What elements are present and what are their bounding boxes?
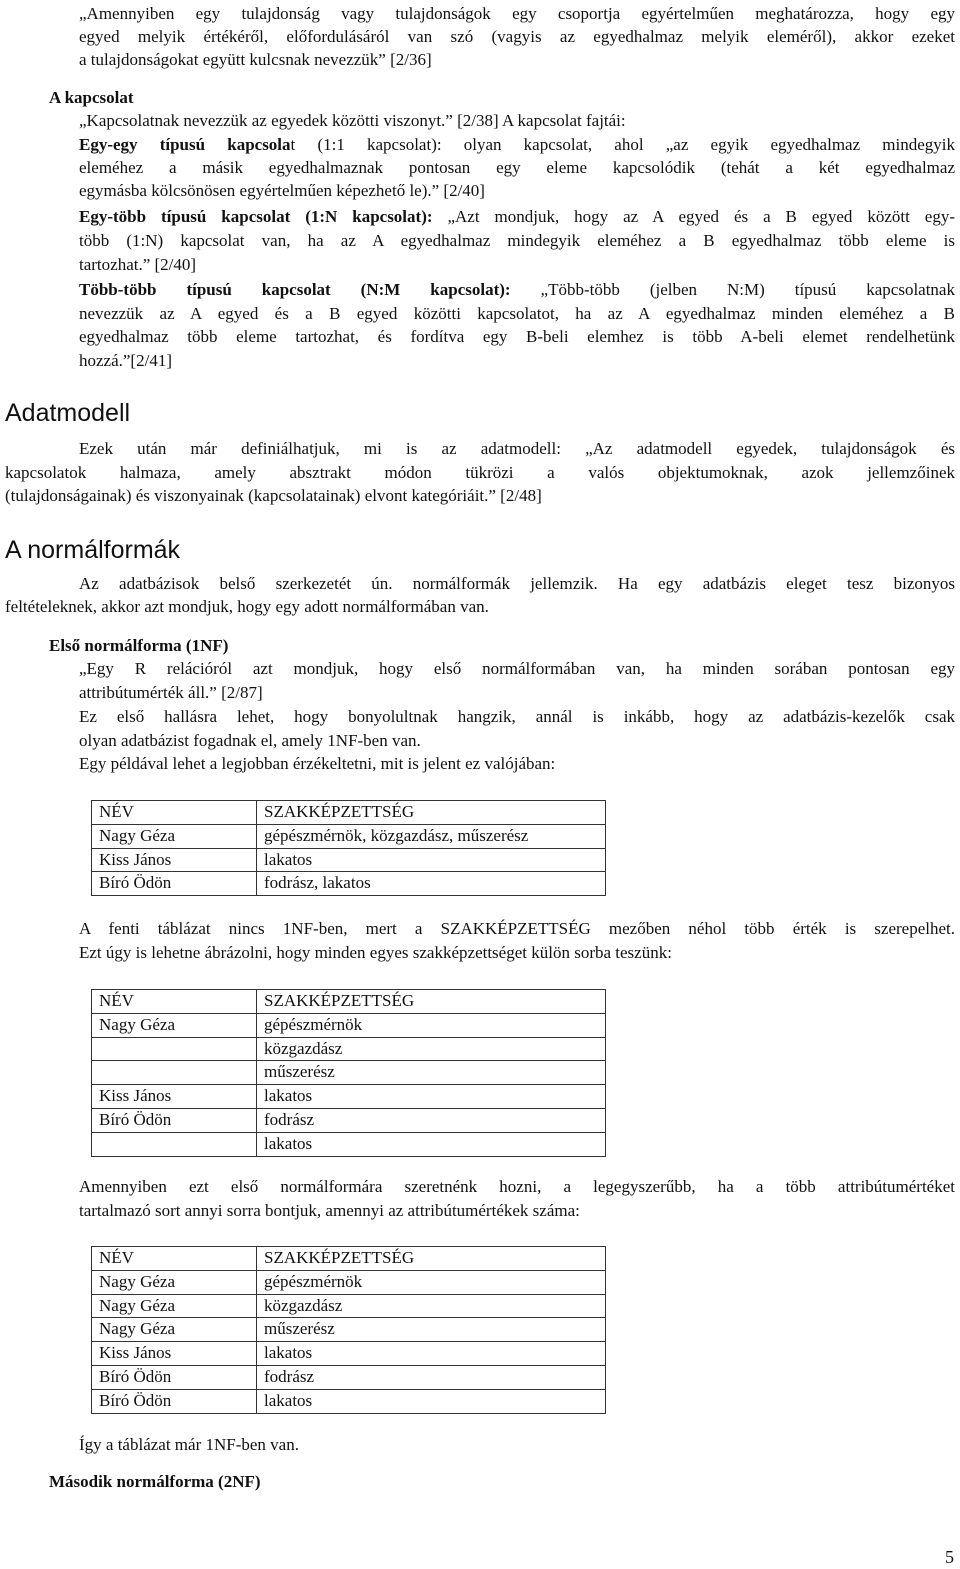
nf1-heading: Első normálforma (1NF) <box>49 636 229 655</box>
egy-tobb-line-1: Egy-több típusú kapcsolat (1:N kapcsolat): „Azt mondjuk, hogy az A egyed és a B egyed között egy- <box>79 207 955 226</box>
after-table-3: Így a táblázat már 1NF-ben van. <box>79 1435 299 1454</box>
table-cell: Bíró Ödön <box>92 1365 257 1389</box>
normalformak-heading: A normálformák <box>5 536 181 564</box>
tobb-tobb-line-4: hozzá.”[2/41] <box>79 351 172 370</box>
tobb-tobb-line-1: Több-több típusú kapcsolat (N:M kapcsolat): „Több-több (jelben N:M) típusú kapcsolatnak <box>79 280 955 299</box>
tobb-tobb-line-2: nevezzük az A egyed és a B egyed közötti kapcsolatot, ha az A egyedhalmaz minden eleméhez a B <box>79 304 955 323</box>
after-table-1-line-2: Ezt úgy is lehetne ábrázolni, hogy minden egyes szakképzettséget külön sorba teszünk: <box>79 943 672 962</box>
table-row <box>92 1108 606 1132</box>
table-row <box>92 848 606 872</box>
table-header-cell: NÉV <box>92 990 257 1014</box>
table-cell: műszerész <box>257 1061 606 1085</box>
table-cell: lakatos <box>257 1342 606 1366</box>
table-cell: lakatos <box>257 1389 606 1413</box>
adatmodell-line-2: kapcsolatok halmaza, amely absztrakt módon tükrözi a valós objektumoknak, azok jellemzőinek <box>5 463 955 482</box>
table-cell: Kiss János <box>92 848 257 872</box>
table-cell: Nagy Géza <box>92 1270 257 1294</box>
table-row <box>92 1365 606 1389</box>
table-cell <box>92 1037 257 1061</box>
table-row <box>92 1085 606 1109</box>
intro-line-3: a tulajdonságokat együtt kulcsnak nevezzük” [2/36] <box>79 50 432 69</box>
adatmodell-line-3: (tulajdonságainak) és viszonyainak (kapcsolatainak) elvont kategóriáit.” [2/48] <box>5 486 542 505</box>
table-cell: Kiss János <box>92 1342 257 1366</box>
table-cell: lakatos <box>257 848 606 872</box>
table-cell: Bíró Ödön <box>92 872 257 896</box>
table-header-cell: SZAKKÉPZETTSÉG <box>257 801 606 825</box>
table-row <box>92 824 606 848</box>
table-row <box>92 1013 606 1037</box>
table-header-cell: NÉV <box>92 801 257 825</box>
table-row <box>92 1132 606 1156</box>
egy-egy-line-1: Egy-egy típusú kapcsolat (1:1 kapcsolat): olyan kapcsolat, ahol „az egyik egyedhalmaz mindegyik <box>79 135 956 154</box>
after-table-2-line-1: Amennyiben ezt első normálformára szeretnénk hozni, a legegyszerűbb, ha a több attribútumértéket <box>79 1177 955 1196</box>
table-row <box>92 1061 606 1085</box>
table-row <box>92 1389 606 1413</box>
table-cell <box>92 1132 257 1156</box>
table-header-cell: SZAKKÉPZETTSÉG <box>257 990 606 1014</box>
table-cell: lakatos <box>257 1132 606 1156</box>
table-cell: Bíró Ödön <box>92 1389 257 1413</box>
table-cell: Nagy Géza <box>92 824 257 848</box>
table-cell: gépészmérnök, közgazdász, műszerész <box>257 824 606 848</box>
table-cell: lakatos <box>257 1085 606 1109</box>
table-header-row <box>92 990 606 1014</box>
table-cell: fodrász <box>257 1108 606 1132</box>
table-cell: Nagy Géza <box>92 1013 257 1037</box>
table-cell: gépészmérnök <box>257 1013 606 1037</box>
table-cell: Kiss János <box>92 1085 257 1109</box>
table-cell: Nagy Géza <box>92 1318 257 1342</box>
nf1-quote-line-1: „Egy R relációról azt mondjuk, hogy első normálformában van, ha minden sorában pontosan egy <box>79 659 955 678</box>
table-cell: gépészmérnök <box>257 1270 606 1294</box>
table-cell: Bíró Ödön <box>92 1108 257 1132</box>
nf1-quote-line-2: attribútumérték áll.” [2/87] <box>79 683 263 702</box>
table-cell: műszerész <box>257 1318 606 1342</box>
table-cell: közgazdász <box>257 1294 606 1318</box>
table-1 <box>91 800 606 896</box>
table-row <box>92 1037 606 1061</box>
normalformak-line-1: Az adatbázisok belső szerkezetét ún. normálformák jellemzik. Ha egy adatbázis eleget tesz bizonyos <box>79 574 955 593</box>
table-cell: közgazdász <box>257 1037 606 1061</box>
table-3 <box>91 1246 606 1414</box>
table-cell: Nagy Géza <box>92 1294 257 1318</box>
egy-tobb-line-2: több (1:N) kapcsolat van, ha az A egyedhalmaz mindegyik eleméhez a B egyedhalmaz több eleme is <box>79 231 955 250</box>
table-row <box>92 1342 606 1366</box>
tobb-tobb-line-3: egyedhalmaz több eleme tartozhat, és fordítva egy B-beli elemhez is több A-beli elemet rendelhetünk <box>79 327 955 346</box>
table-header-row <box>92 801 606 825</box>
nf1-para-line-3: Egy példával lehet a legjobban érzékeltetni, mit is jelent ez valójában: <box>79 754 556 773</box>
table-row <box>92 1270 606 1294</box>
egy-tobb-line-3: tartozhat.” [2/40] <box>79 255 197 274</box>
nf1-para-line-1: Ez első hallásra lehet, hogy bonyolultnak hangzik, annál is inkább, hogy az adatbázis-kezelők csak <box>79 707 955 726</box>
page-number: 5 <box>945 1547 954 1567</box>
table-header-cell: SZAKKÉPZETTSÉG <box>257 1247 606 1271</box>
kapcsolat-heading: A kapcsolat <box>49 88 134 107</box>
intro-line-2: egyed melyik értékéről, előfordulásáról van szó (vagyis az egyedhalmaz melyik eleméről), akkor ezeket <box>79 27 955 46</box>
table-header-row <box>92 1247 606 1271</box>
kapcsolat-definition: „Kapcsolatnak nevezzük az egyedek közötti viszonyt.” [2/38] A kapcsolat fajtái: <box>79 111 626 130</box>
table-row <box>92 872 606 896</box>
nf2-heading: Második normálforma (2NF) <box>49 1472 261 1491</box>
after-table-2-line-2: tartalmazó sort annyi sorra bontjuk, amennyi az attribútumértékek száma: <box>79 1201 580 1220</box>
egy-egy-line-2: eleméhez a másik egyedhalmaznak pontosan egy eleme kapcsolódik (tehát a két egyedhalmaz <box>79 158 955 177</box>
table-cell <box>92 1061 257 1085</box>
table-2 <box>91 989 606 1157</box>
table-row <box>92 1294 606 1318</box>
nf1-para-line-2: olyan adatbázist fogadnak el, amely 1NF-ben van. <box>79 731 421 750</box>
adatmodell-heading: Adatmodell <box>5 399 131 427</box>
table-cell: fodrász <box>257 1365 606 1389</box>
table-row <box>92 1318 606 1342</box>
normalformak-line-2: feltételeknek, akkor azt mondjuk, hogy egy adott normálformában van. <box>5 597 489 616</box>
adatmodell-line-1: Ezek után már definiálhatjuk, mi is az adatmodell: „Az adatmodell egyedek, tulajdonságok és <box>79 439 955 458</box>
table-cell: fodrász, lakatos <box>257 872 606 896</box>
intro-line-1: „Amennyiben egy tulajdonság vagy tulajdonságok egy csoportja egyértelműen meghatározza, hogy egy <box>79 4 955 23</box>
table-header-cell: NÉV <box>92 1247 257 1271</box>
after-table-1-line-1: A fenti táblázat nincs 1NF-ben, mert a SZAKKÉPZETTSÉG mezőben néhol több érték is szerepelhet. <box>79 919 955 938</box>
egy-egy-line-3: egymásba kölcsönösen egyértelműen képezhető le).” [2/40] <box>79 181 485 200</box>
